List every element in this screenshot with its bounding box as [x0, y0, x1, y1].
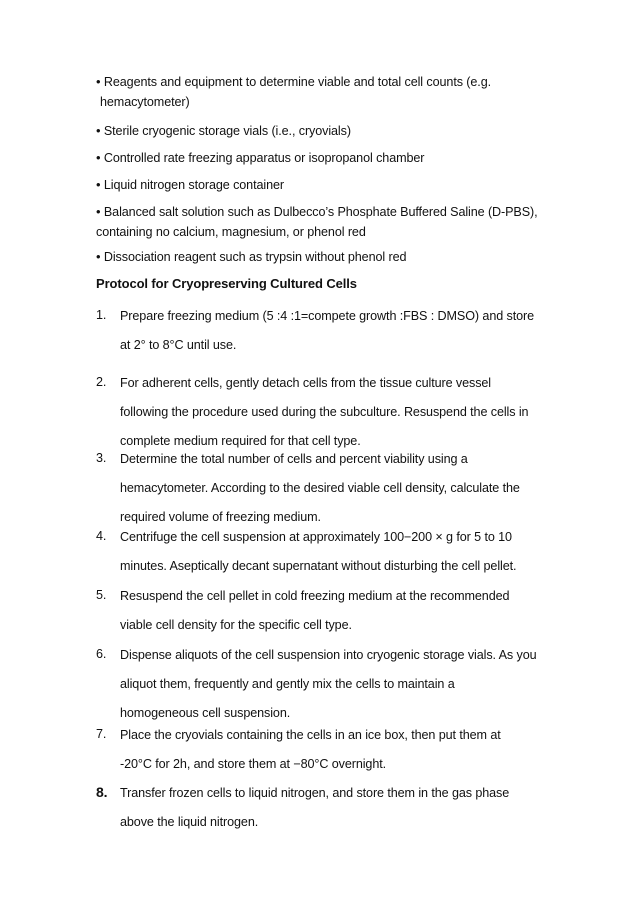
step-text — [120, 302, 550, 360]
step-line: minutes. Aseptically decant supernatant without disturbing the cell pellet. — [120, 559, 517, 573]
step-number: 2. — [96, 375, 107, 389]
step-line: homogeneous cell suspension. — [120, 706, 291, 720]
bullet-text: Controlled rate freezing apparatus or isopropanol chamber — [103, 151, 425, 165]
step-line: -20°C for 2h, and store them at −80°C overnight. — [120, 757, 387, 771]
step-line: required volume of freezing medium. — [120, 510, 321, 524]
step-line: Centrifuge the cell suspension at approximately 100−200 × g for 5 to 10 — [120, 530, 512, 544]
bullet-text: Dissociation reagent such as trypsin without phenol red — [103, 250, 407, 264]
step-line: Dispense aliquots of the cell suspension into cryogenic storage vials. As you — [120, 648, 537, 662]
bullet-symbol: • — [96, 74, 101, 89]
step-number: 8. — [96, 784, 108, 800]
bullet-item-salt-solution — [96, 202, 556, 242]
bullet-item-freezing-apparatus — [96, 148, 556, 168]
step-line: Resuspend the cell pellet in cold freezing medium at the recommended — [120, 589, 510, 603]
step-text — [120, 721, 550, 779]
bullet-text: Liquid nitrogen storage container — [103, 178, 284, 192]
bullet-item-nitrogen-container — [96, 175, 556, 195]
step-line: following the procedure used during the subculture. Resuspend the cells in — [120, 405, 529, 419]
step-text — [120, 779, 550, 837]
step-line: Place the cryovials containing the cells in an ice box, then put them at — [120, 728, 501, 742]
step-line: For adherent cells, gently detach cells from the tissue culture vessel — [120, 376, 491, 390]
step-line: at 2° to 8°C until use. — [120, 338, 237, 352]
bullet-item-cryovials — [96, 121, 556, 141]
bullet-symbol: • — [96, 249, 101, 264]
bullet-item-dissociation-reagent — [96, 247, 556, 267]
step-line: aliquot them, frequently and gently mix the cells to maintain a — [120, 677, 455, 691]
bullet-symbol: • — [96, 177, 101, 192]
step-line: Prepare freezing medium (5 :4 :1=compete growth :FBS : DMSO) and store — [120, 309, 535, 323]
bullet-text: Sterile cryogenic storage vials (i.e., cryovials) — [103, 124, 351, 138]
bullet-text: Reagents and equipment to determine viable and total cell counts (e.g. — [103, 75, 492, 89]
step-text — [120, 582, 550, 640]
step-number: 5. — [96, 588, 107, 602]
bullet-symbol: • — [96, 150, 101, 165]
step-line: complete medium required for that cell type. — [120, 434, 361, 448]
bullet-text: Balanced salt solution such as Dulbecco’s Phosphate Buffered Saline (D-PBS), — [103, 205, 538, 219]
bullet-text-continued: containing no calcium, magnesium, or phenol red — [96, 225, 366, 239]
step-number: 1. — [96, 308, 107, 322]
step-text — [120, 641, 550, 728]
step-line: Determine the total number of cells and percent viability using a — [120, 452, 468, 466]
step-text — [120, 445, 550, 532]
step-number: 4. — [96, 529, 107, 543]
bullet-item-reagents — [96, 72, 556, 112]
bullet-symbol: • — [96, 123, 101, 138]
protocol-heading: Protocol for Cryopreserving Cultured Cells — [96, 276, 357, 291]
step-text — [120, 523, 550, 581]
bullet-text-continued: hemacytometer) — [100, 95, 190, 109]
step-text — [120, 369, 550, 456]
step-number: 3. — [96, 451, 107, 465]
step-line: hemacytometer. According to the desired viable cell density, calculate the — [120, 481, 520, 495]
step-line: viable cell density for the specific cell type. — [120, 618, 352, 632]
step-number: 7. — [96, 727, 107, 741]
step-number: 6. — [96, 647, 107, 661]
step-line: above the liquid nitrogen. — [120, 815, 259, 829]
step-line: Transfer frozen cells to liquid nitrogen, and store them in the gas phase — [120, 786, 510, 800]
bullet-symbol: • — [96, 204, 101, 219]
